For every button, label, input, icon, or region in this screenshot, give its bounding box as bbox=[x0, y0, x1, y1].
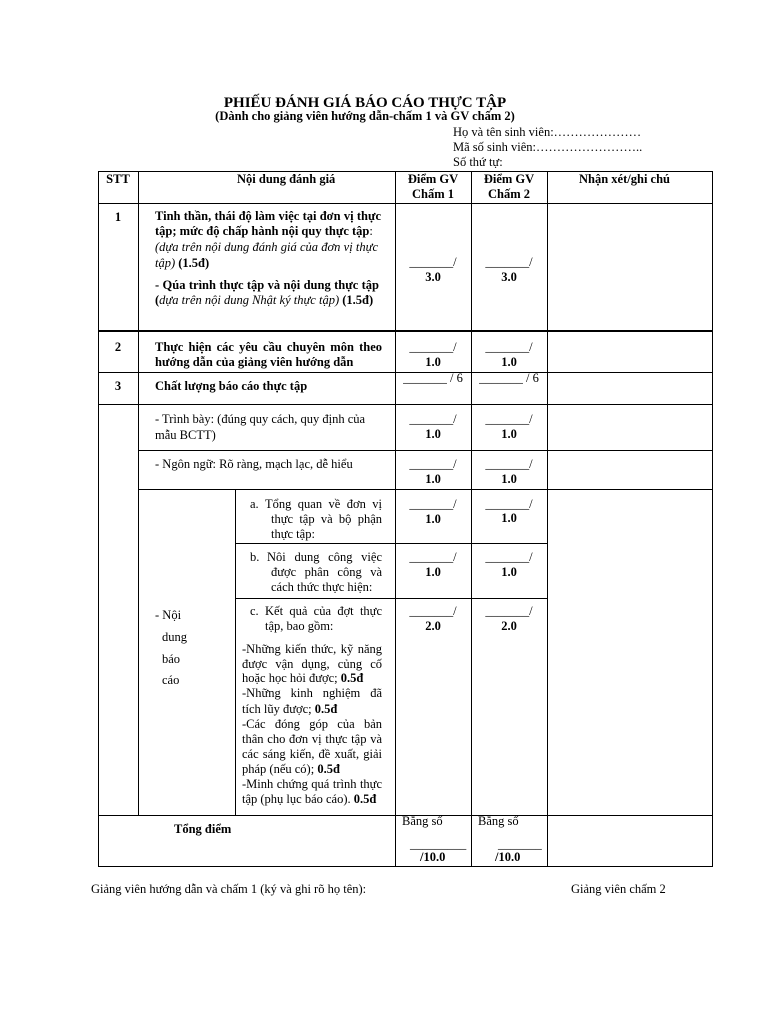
result-bullet-text: hoặc học hỏi được; bbox=[242, 671, 341, 685]
criterion-note-italic: dựa trên nội dung Nhật ký thực tập) bbox=[159, 293, 340, 307]
result-bullet bbox=[242, 792, 376, 807]
table-rule bbox=[98, 330, 713, 332]
score-blank: _______/ bbox=[485, 457, 533, 471]
table-rule bbox=[138, 450, 713, 451]
score-blank: _______/ bbox=[409, 255, 457, 269]
criterion-text-colon: : bbox=[369, 224, 373, 238]
max-score: 1.0 bbox=[501, 511, 517, 525]
form-subtitle: (Dành cho giảng viên hướng dẫn-chấm 1 và GV chấm 2) bbox=[215, 109, 515, 123]
criterion-note-paren: ( bbox=[155, 293, 160, 307]
max-score: 2.0 bbox=[425, 619, 441, 633]
sub-item-text: thực tập: bbox=[271, 527, 315, 541]
result-bullet bbox=[242, 671, 363, 686]
table-rule bbox=[235, 543, 547, 544]
result-bullet: thân cho đơn vị thực tập và bbox=[242, 732, 382, 746]
result-bullet-text: tập (phụ lục báo cáo). bbox=[242, 792, 354, 806]
sub-item-text: Nôi dung công việc bbox=[267, 550, 382, 564]
sub-item-text: tập, bao gồm: bbox=[265, 619, 334, 633]
criterion-note-italic: tập) bbox=[155, 256, 176, 270]
criterion-text: - Ngôn ngữ: Rõ ràng, mạch lạc, dễ hiểu bbox=[155, 457, 353, 471]
max-score: 1.0 bbox=[425, 472, 441, 486]
table-rule bbox=[98, 866, 713, 867]
score-blank: _______/ bbox=[485, 604, 533, 618]
header-grader2: Điểm GV bbox=[483, 172, 535, 186]
result-bullet-points: 0.5đ bbox=[317, 762, 340, 776]
score-blank: _______/ bbox=[409, 550, 457, 564]
max-score: 1.0 bbox=[501, 355, 517, 369]
max-score: 1.0 bbox=[425, 355, 441, 369]
student-name-field: Họ và tên sinh viên:………………… bbox=[453, 125, 642, 139]
sub-item-marker: b. bbox=[250, 550, 260, 564]
max-score: 1.0 bbox=[425, 565, 441, 579]
row-number: 3 bbox=[114, 379, 122, 393]
result-bullet bbox=[242, 762, 340, 777]
header-grader2: Chấm 2 bbox=[487, 187, 531, 201]
result-bullet-text: tích lũy được; bbox=[242, 702, 315, 716]
row-number: 2 bbox=[114, 340, 122, 354]
table-rule bbox=[235, 489, 236, 815]
criterion-text: Tinh thần, thái độ làm việc tại đơn vị thực bbox=[155, 209, 381, 223]
criterion-text: - Qúa trình thực tập và nội dung thực tập bbox=[155, 278, 379, 292]
score-blank: _______/ bbox=[485, 550, 533, 564]
header-notes: Nhận xét/ghi chú bbox=[579, 172, 670, 186]
form-title: PHIẾU ĐÁNH GIÁ BÁO CÁO THỰC TẬP bbox=[223, 95, 507, 111]
header-grader1: Chấm 1 bbox=[411, 187, 455, 201]
criterion-text: - Trình bày: (đúng quy cách, quy định của bbox=[155, 412, 366, 426]
sub-item-marker: a. bbox=[250, 497, 259, 511]
order-number-field: Số thứ tự: bbox=[453, 155, 503, 169]
score-blank: _______ / 6 bbox=[479, 371, 539, 385]
max-score: 2.0 bbox=[501, 619, 517, 633]
result-bullet: -Các đóng góp của bản bbox=[242, 717, 382, 731]
table-rule bbox=[235, 598, 547, 599]
content-group-label: dung bbox=[162, 630, 187, 644]
max-score: 1.0 bbox=[501, 565, 517, 579]
criterion-text: mẫu BCTT) bbox=[155, 428, 216, 442]
score-blank: _______/ bbox=[409, 497, 457, 511]
table-rule bbox=[98, 171, 99, 867]
content-group-label: báo bbox=[162, 652, 181, 666]
table-rule bbox=[547, 171, 548, 867]
total-label: Tổng điểm bbox=[174, 822, 232, 836]
table-rule bbox=[98, 404, 713, 405]
sub-item-text: cách thức thực hiện: bbox=[271, 580, 373, 594]
score-blank: _______/ bbox=[485, 255, 533, 269]
result-bullet: được vận dụng, củng cố bbox=[242, 657, 382, 671]
total-score-blank: _______ bbox=[498, 837, 542, 851]
grader2-signature-label: Giảng viên chấm 2 bbox=[571, 882, 666, 896]
score-blank: _______/ bbox=[409, 457, 457, 471]
header-content: Nội dung đánh giá bbox=[237, 172, 336, 186]
content-group-label: cáo bbox=[162, 673, 180, 687]
table-rule bbox=[138, 489, 713, 490]
max-score: 3.0 bbox=[501, 270, 517, 284]
score-blank: _______/ bbox=[409, 340, 457, 354]
result-bullet-text: pháp (nếu có); bbox=[242, 762, 318, 776]
criterion-text bbox=[155, 224, 373, 239]
result-bullet: -Minh chứng quá trình thực bbox=[242, 777, 382, 791]
total-in-numbers-label: Bằng số bbox=[402, 814, 443, 828]
criterion-points: (1.5đ) bbox=[175, 256, 210, 270]
total-out-of: /10.0 bbox=[420, 850, 446, 864]
result-bullet-points: 0.5đ bbox=[314, 702, 338, 716]
max-score: 1.0 bbox=[501, 472, 517, 486]
total-score-blank: _________ bbox=[410, 837, 467, 851]
criterion-note: (dựa trên nội dung đánh giá của đơn vị thực bbox=[155, 240, 378, 254]
header-stt: STT bbox=[106, 172, 130, 186]
table-rule bbox=[138, 171, 139, 815]
score-blank: _______/ bbox=[409, 412, 457, 426]
content-group-label: - Nội bbox=[155, 608, 182, 622]
table-rule bbox=[98, 203, 713, 204]
criterion-text: Thực hiện các yêu cầu chuyên môn theo bbox=[155, 340, 382, 354]
row-number: 1 bbox=[114, 210, 122, 224]
criterion-text-bold: tập; mức độ chấp hành nội quy thực tập bbox=[155, 224, 370, 238]
result-bullet-points: 0.5đ bbox=[340, 671, 364, 685]
criterion-text: hướng dẫn của giảng viên hướng dẫn bbox=[155, 355, 354, 369]
result-bullet bbox=[242, 702, 337, 717]
grader1-signature-label: Giảng viên hướng dẫn và chấm 1 (ký và ghi rõ họ tên): bbox=[91, 882, 367, 896]
sub-item-text: thực tập và bộ phận bbox=[271, 512, 382, 526]
criterion-text: Chất lượng báo cáo thực tập bbox=[155, 379, 308, 393]
total-out-of: /10.0 bbox=[495, 850, 521, 864]
criterion-points: (1.5đ) bbox=[339, 293, 374, 307]
sub-item-text: Kết quả của đợt thực bbox=[265, 604, 382, 618]
result-bullet-points: 0.5đ bbox=[353, 792, 377, 806]
score-blank: _______/ bbox=[485, 340, 533, 354]
criterion-note bbox=[155, 293, 373, 308]
sub-item-text: Tổng quan về đơn vị bbox=[265, 497, 382, 511]
result-bullet: -Những kiến thức, kỹ năng bbox=[242, 642, 382, 656]
sub-item-text: được phân công và bbox=[271, 565, 382, 579]
total-in-numbers-label: Bằng số bbox=[478, 814, 519, 828]
score-blank: _______/ bbox=[485, 412, 533, 426]
score-blank: _______ / 6 bbox=[403, 371, 463, 385]
max-score: 3.0 bbox=[425, 270, 441, 284]
sub-item-marker: c. bbox=[250, 604, 259, 618]
table-rule bbox=[712, 171, 713, 867]
max-score: 1.0 bbox=[501, 427, 517, 441]
max-score: 1.0 bbox=[425, 512, 441, 526]
header-grader1: Điểm GV bbox=[407, 172, 459, 186]
score-blank: _______/ bbox=[409, 604, 457, 618]
criterion-note bbox=[155, 256, 209, 271]
max-score: 1.0 bbox=[425, 427, 441, 441]
result-bullet: -Những kinh nghiệm đã bbox=[242, 686, 382, 700]
result-bullet: các sáng kiến, đề xuất, giải bbox=[242, 747, 382, 761]
student-id-field: Mã số sinh viên:…………………….. bbox=[453, 140, 643, 154]
score-blank: _______/ bbox=[485, 497, 533, 511]
